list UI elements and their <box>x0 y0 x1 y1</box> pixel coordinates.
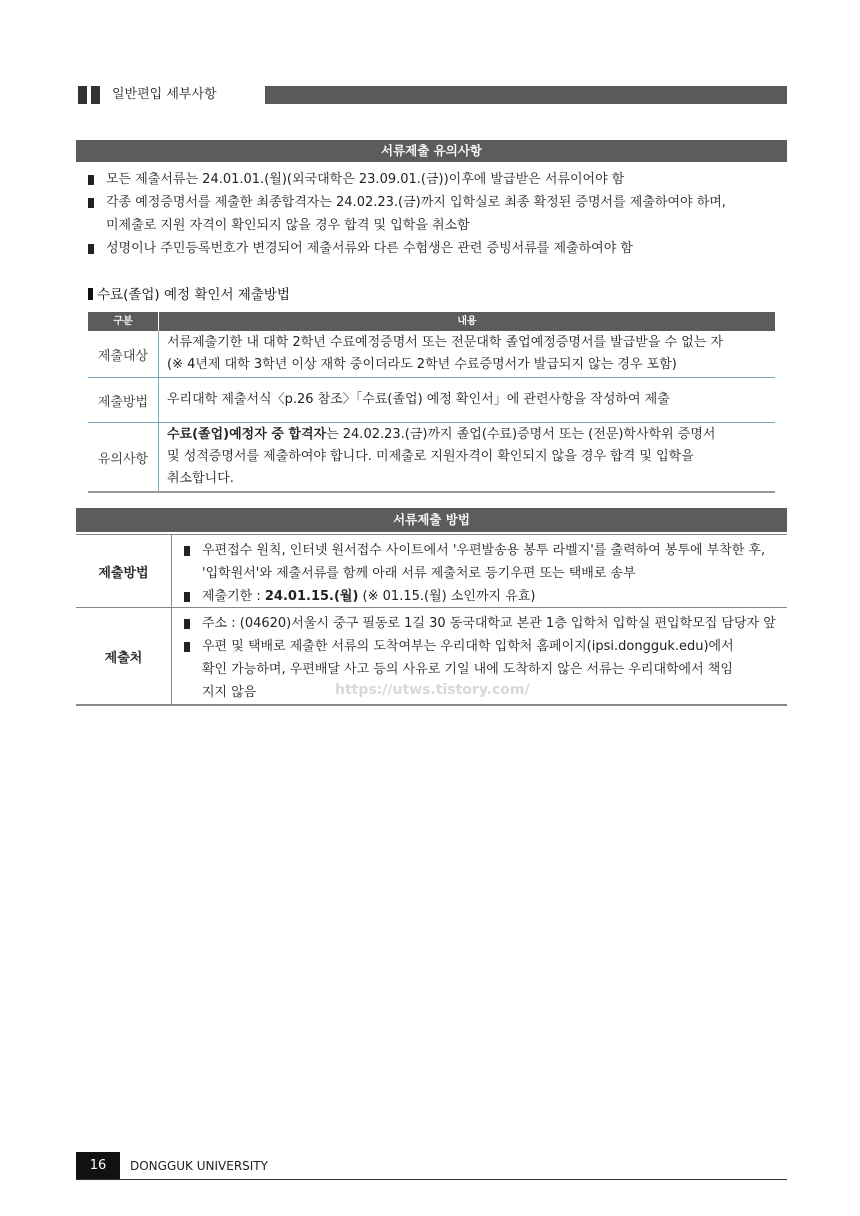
footer-divider <box>76 1179 787 1180</box>
subsection-heading: 수료(졸업) 예정 확인서 제출방법 <box>88 285 290 305</box>
section-title-document-notes: 서류제출 유의사항 <box>76 140 787 162</box>
column-header-content: 내용 <box>158 312 775 331</box>
table-row <box>88 378 775 423</box>
table-row <box>88 331 775 378</box>
section-title-submission-method: 서류제출 방법 <box>76 508 787 532</box>
row-content: 서류제출기한 내 대학 2학년 수료예정증명서 또는 전문대학 졸업예정증명서를 발급받을 수 없는 자 (※ 4년제 대학 3학년 이상 재학 중이더라도 2학년 수료증명서가 발급되지 않는 경우 포함) <box>158 331 775 377</box>
bullet-marker-icon <box>88 175 94 185</box>
table-row <box>88 423 775 493</box>
row-content: 우리대학 제출서식〈p.26 참조〉「수료(졸업) 예정 확인서」에 관련사항을 작성하여 제출 <box>158 378 775 422</box>
list-item-continuation: 지지 않음 <box>202 685 257 700</box>
row-label: 제출대상 <box>97 348 149 364</box>
completion-certificate-table <box>88 312 775 493</box>
header-mark-left <box>78 86 87 104</box>
row-label: 제출방법 <box>76 535 172 607</box>
document-notes-list <box>88 168 788 260</box>
row-label: 유의사항 <box>97 451 149 467</box>
submission-method-table <box>76 534 787 706</box>
page-section-title: 일반편입 세부사항 <box>112 87 217 102</box>
list-item: 각종 예정증명서를 제출한 최종합격자는 24.02.23.(금)까지 입학실로 최종 확정된 증명서를 제출하여야 하며, <box>88 191 788 214</box>
list-item-continuation: 확인 가능하며, 우편배달 사고 등의 사유로 기일 내에 도착하지 않은 서류는 우리대학에서 책임 <box>202 662 733 677</box>
list-item: 모든 제출서류는 24.01.01.(월)(외국대학은 23.09.01.(금))이후에 발급받은 서류이어야 함 <box>88 168 788 191</box>
list-item: 제출기한 : 24.01.15.(월) (※ 01.15.(월) 소인까지 유효) <box>184 585 779 608</box>
row-content: 수료(졸업)예정자 중 합격자는 24.02.23.(금)까지 졸업(수료)증명서 또는 (전문)학사학위 증명서 및 성적증명서를 제출하여야 합니다. 미제출로 지원자격이 확인되지 않을 경우 합격 및 입학을 취소합니다. <box>158 423 775 491</box>
bullet-marker-icon <box>184 619 190 629</box>
bullet-marker-icon <box>88 244 94 254</box>
list-item: 우편접수 원칙, 인터넷 원서접수 사이트에서 '우편발송용 봉투 라벨지'를 출력하여 봉투에 부착한 후, <box>184 539 779 562</box>
bullet-marker-icon <box>88 198 94 208</box>
list-item: 우편 및 택배로 제출한 서류의 도착여부는 우리대학 입학처 홈페이지(ipsi.dongguk.edu)에서 <box>184 635 779 658</box>
list-item-continuation: '입학원서'와 제출서류를 함께 아래 서류 제출처로 등기우편 또는 택배로 송부 <box>202 566 636 581</box>
header-mark-right <box>91 86 100 104</box>
column-header-category: 구분 <box>113 316 133 327</box>
row-label: 제출처 <box>76 608 172 704</box>
table-row <box>76 534 787 608</box>
bullet-marker-icon <box>184 642 190 652</box>
row-label: 제출방법 <box>97 394 149 410</box>
list-item: 주소 : (04620)서울시 중구 필동로 1길 30 동국대학교 본관 1층 입학처 입학실 편입학모집 담당자 앞 <box>184 612 779 635</box>
heading-marker-icon <box>88 288 93 300</box>
watermark-url: https://utws.tistory.com/ <box>335 682 530 698</box>
row-content <box>172 535 787 607</box>
footer-university-name: DONGGUK UNIVERSITY <box>130 1159 268 1173</box>
bullet-marker-icon <box>184 546 190 556</box>
bullet-marker-icon <box>184 592 190 602</box>
list-item: 성명이나 주민등록번호가 변경되어 제출서류와 다른 수험생은 관련 증빙서류를 제출하여야 함 <box>88 237 788 260</box>
table-header <box>88 312 775 331</box>
header-bar <box>265 86 787 104</box>
list-item-continuation: 미제출로 지원 자격이 확인되지 않을 경우 합격 및 입학을 취소함 <box>106 218 470 233</box>
page-number: 16 <box>76 1152 120 1180</box>
